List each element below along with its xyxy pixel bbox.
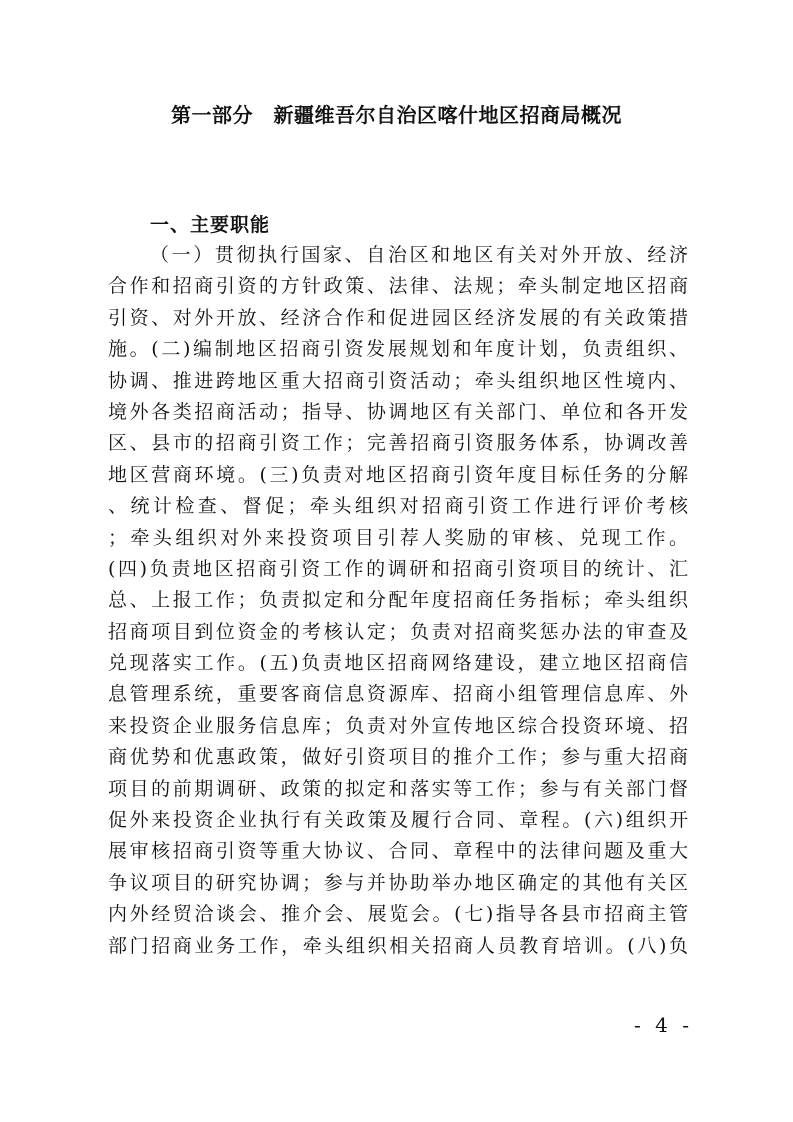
body-line: 境外各类招商活动；指导、协调地区有关部门、单位和各开发 bbox=[108, 400, 688, 423]
body-line: 总、上报工作；负责拟定和分配年度招商任务指标；牵头组织 bbox=[108, 589, 688, 612]
body-line: 部门招商业务工作，牵头组织相关招商人员教育培训。(八)负 bbox=[108, 934, 688, 957]
body-line: （一）贯彻执行国家、自治区和地区有关对外开放、经济 bbox=[150, 244, 688, 266]
body-line: 争议项目的研究协调；参与并协助举办地区确定的其他有关区 bbox=[108, 871, 688, 894]
body-line: (四)负责地区招商引资工作的调研和招商引资项目的统计、汇 bbox=[108, 557, 688, 580]
body-line: 引资、对外开放、经济合作和促进园区经济发展的有关政策措 bbox=[108, 306, 688, 329]
body-line: 地区营商环境。(三)负责对地区招商引资年度目标任务的分解 bbox=[108, 463, 688, 486]
body-line: 施。(二)编制地区招商引资发展规划和年度计划，负责组织、 bbox=[108, 338, 688, 361]
body-line: 商优势和优惠政策，做好引资项目的推介工作；参与重大招商 bbox=[108, 746, 688, 769]
body-line: 、统计检查、督促；牵头组织对招商引资工作进行评价考核 bbox=[108, 495, 688, 518]
body-line: 协调、推进跨地区重大招商引资活动；牵头组织地区性境内、 bbox=[108, 369, 688, 392]
body-line: 息管理系统，重要客商信息资源库、招商小组管理信息库、外 bbox=[108, 683, 688, 706]
body-line: 合作和招商引资的方针政策、法律、法规；牵头制定地区招商 bbox=[108, 275, 688, 298]
section-heading: 一、主要职能 bbox=[150, 214, 271, 236]
body-line: ；牵头组织对外来投资项目引荐人奖励的审核、兑现工作。 bbox=[108, 526, 688, 549]
body-line: 兑现落实工作。(五)负责地区招商网络建设，建立地区招商信 bbox=[108, 652, 688, 675]
page-number: - 4 - bbox=[634, 1013, 693, 1037]
body-line: 区、县市的招商引资工作；完善招商引资服务体系，协调改善 bbox=[108, 432, 688, 455]
page-title: 第一部分 新疆维吾尔自治区喀什地区招商局概况 bbox=[171, 103, 622, 127]
body-line: 来投资企业服务信息库；负责对外宣传地区综合投资环境、招 bbox=[108, 714, 688, 737]
body-text bbox=[108, 240, 688, 962]
body-line: 促外来投资企业执行有关政策及履行合同、章程。(六)组织开 bbox=[108, 809, 688, 832]
body-line: 展审核招商引资等重大协议、合同、章程中的法律问题及重大 bbox=[108, 840, 688, 863]
body-line: 项目的前期调研、政策的拟定和落实等工作；参与有关部门督 bbox=[108, 777, 688, 800]
body-line: 招商项目到位资金的考核认定；负责对招商奖惩办法的审查及 bbox=[108, 620, 688, 643]
body-line: 内外经贸洽谈会、推介会、展览会。(七)指导各县市招商主管 bbox=[108, 903, 688, 926]
